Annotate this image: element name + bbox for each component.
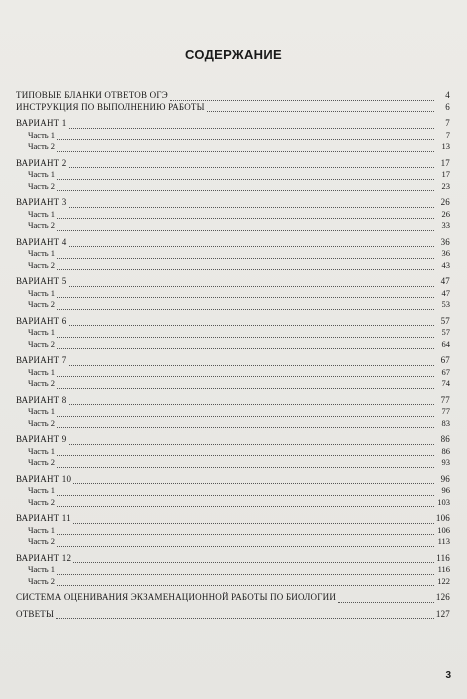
toc-subsection-entry [16,576,450,588]
toc-entry-label: ВАРИАНТ 9 [16,434,67,444]
toc-entry-label: ВАРИАНТ 7 [16,355,67,365]
toc-entry-page: 53 [441,299,450,309]
toc-entry-label: Часть 1 [28,129,56,140]
toc-entry-label: ВАРИАНТ 5 [16,276,67,286]
toc-entry-page: 7 [445,129,450,140]
toc-entry-label: Часть 2 [28,378,56,388]
toc-entry-page: 96 [441,485,450,495]
toc-entry-label: Часть 2 [28,417,56,428]
toc-entry-label: ВАРИАНТ 4 [16,236,67,247]
dot-leader [69,200,435,208]
dot-leader [57,420,434,428]
toc-entry-label: Часть 2 [28,220,56,230]
toc-section-entry [16,197,450,209]
toc-entry-page: 126 [435,592,450,602]
toc-subsection-entry [16,169,450,181]
toc-entry-page: 6 [445,101,450,112]
toc-entry-page: 23 [441,180,450,191]
dot-leader [73,476,434,484]
toc-entry-page: 106 [437,524,450,535]
toc-subsection-entry [16,220,450,232]
toc-subsection-entry [16,299,450,311]
toc-entry-label: ВАРИАНТ 3 [16,197,67,207]
dot-leader [57,381,434,389]
toc-subsection-entry [16,564,450,576]
dot-leader [57,172,434,180]
dot-leader [57,527,434,535]
toc-subsection-entry [16,130,450,142]
dot-leader [69,358,435,366]
page-number: 3 [445,670,451,681]
toc-entry-label: Часть 2 [28,141,56,151]
toc-entry-label: Часть 1 [28,485,56,495]
dot-leader [57,183,434,191]
dot-leader [57,290,434,298]
dot-leader [69,318,435,326]
dot-leader [69,437,435,445]
dot-leader [57,567,434,575]
dot-leader [57,578,434,586]
toc-section-entry [16,237,450,249]
toc-entry-page: 43 [441,259,450,270]
toc-entry-label: Часть 1 [28,406,56,416]
toc-entry-label: ИНСТРУКЦИЯ ПО ВЫПОЛНЕНИЮ РАБОТЫ [16,101,205,112]
toc-entry-page: 57 [441,327,450,337]
toc-subsection-entry [16,367,450,379]
toc-entry-page: 57 [440,315,450,326]
toc-subsection-entry [16,457,450,469]
toc-subsection-entry [16,406,450,418]
toc-subsection-entry [16,209,450,221]
toc-entry-label: Часть 1 [28,327,56,337]
toc-section-entry [16,276,450,288]
toc-entry-label: Часть 2 [28,457,56,467]
toc-entry-label: Часть 2 [28,299,56,309]
toc-entry-page: 67 [440,355,450,365]
toc-entry-page: 77 [440,394,450,405]
toc-entry-page: 116 [437,564,450,574]
toc-entry-page: 74 [441,378,450,388]
toc-entry-page: 103 [437,496,450,507]
dot-leader [69,279,435,287]
toc-entry-label: Часть 2 [28,496,56,507]
toc-entry-page: 13 [441,141,450,151]
toc-entry-page: 106 [435,513,450,523]
dot-leader [57,211,434,219]
toc-entry-page: 26 [441,208,450,219]
toc-entry-page: 26 [440,197,450,207]
toc-subsection-entry [16,339,450,351]
toc-section-entry [16,513,450,525]
dot-leader [69,121,435,129]
dot-leader [170,93,434,101]
toc-entry-label: ВАРИАНТ 1 [16,118,67,128]
toc-section-entry [16,553,450,565]
toc-entry-label: ТИПОВЫЕ БЛАНКИ ОТВЕТОВ ОГЭ [16,90,168,100]
dot-leader [57,144,434,152]
toc-entry-page: 67 [441,366,450,377]
toc-entry-label: Часть 1 [28,208,56,219]
toc-entry-label: Часть 1 [28,524,56,535]
toc-subsection-entry [16,485,450,497]
dot-leader [338,595,434,603]
toc-entry-page: 96 [440,473,450,484]
toc-entry-label: ВАРИАНТ 8 [16,394,67,405]
toc-entry-label: ОТВЕТЫ [16,608,55,619]
toc-section-entry [16,434,450,446]
toc-section-entry [16,355,450,367]
dot-leader [57,448,434,456]
dot-leader [57,262,434,270]
toc-entry-label: Часть 1 [28,445,56,456]
toc-section-entry [16,395,450,407]
toc-subsection-entry [16,497,450,509]
toc-entry-page: 47 [441,287,450,298]
toc-entry-label: СИСТЕМА ОЦЕНИВАНИЯ ЭКЗАМЕНАЦИОННОЙ РАБОТЫ ПО БИОЛОГИИ [16,592,337,602]
toc-subsection-entry [16,260,450,272]
toc-entry-page: 83 [441,417,450,428]
toc-subsection-entry [16,418,450,430]
toc-entry-page: 47 [440,276,450,286]
toc-entry-label: Часть 1 [28,248,56,258]
dot-leader [57,330,434,338]
dot-leader [57,341,434,349]
dot-leader [69,397,435,405]
toc-section-entry [16,609,450,621]
toc-entry-label: Часть 1 [28,287,56,298]
dot-leader [57,223,434,231]
toc-entry-label: ВАРИАНТ 10 [16,473,72,484]
toc-entry-page: 64 [441,338,450,349]
dot-leader [57,132,434,140]
toc-subsection-entry [16,141,450,153]
table-of-contents [16,90,450,620]
toc-entry-label: Часть 2 [28,536,56,546]
dot-leader [56,611,434,619]
toc-entry-page: 86 [440,434,450,444]
toc-entry-page: 122 [437,575,450,586]
toc-entry-label: Часть 2 [28,180,56,191]
toc-entry-label: ВАРИАНТ 12 [16,552,72,563]
dot-leader [57,251,434,259]
dot-leader [69,160,435,168]
toc-subsection-entry [16,288,450,300]
toc-subsection-entry [16,446,450,458]
dot-leader [73,516,434,524]
dot-leader [57,539,434,547]
toc-entry-page: 127 [435,608,450,619]
toc-subsection-entry [16,327,450,339]
dot-leader [69,239,435,247]
toc-entry-label: Часть 1 [28,564,56,574]
toc-entry-label: ВАРИАНТ 11 [16,513,71,523]
dot-leader [57,409,434,417]
toc-section-entry [16,90,450,102]
toc-section-entry [16,592,450,604]
toc-subsection-entry [16,378,450,390]
dot-leader [57,302,434,310]
toc-entry-page: 33 [441,220,450,230]
toc-entry-label: Часть 1 [28,169,56,179]
toc-entry-page: 36 [441,248,450,258]
toc-section-entry [16,316,450,328]
toc-subsection-entry [16,536,450,548]
toc-entry-page: 17 [440,157,450,168]
toc-entry-page: 93 [441,457,450,467]
toc-section-entry [16,102,450,114]
toc-entry-page: 17 [441,169,450,179]
toc-entry-page: 77 [441,406,450,416]
toc-entry-page: 86 [441,445,450,456]
dot-leader [57,488,434,496]
toc-section-entry [16,118,450,130]
toc-section-entry [16,158,450,170]
toc-entry-page: 113 [437,536,450,546]
toc-entry-page: 116 [436,552,450,563]
toc-entry-label: Часть 2 [28,575,56,586]
toc-subsection-entry [16,525,450,537]
toc-entry-page: 7 [445,118,450,128]
toc-entry-label: Часть 2 [28,338,56,349]
toc-entry-label: Часть 2 [28,259,56,270]
toc-section-entry [16,474,450,486]
toc-subsection-entry [16,248,450,260]
toc-entry-label: Часть 1 [28,366,56,377]
toc-entry-page: 36 [440,236,450,247]
toc-entry-label: ВАРИАНТ 6 [16,315,67,326]
toc-subsection-entry [16,181,450,193]
dot-leader [57,369,434,377]
dot-leader [57,460,434,468]
page-title: СОДЕРЖАНИЕ [185,47,282,62]
dot-leader [73,555,434,563]
dot-leader [207,104,434,112]
dot-leader [57,499,434,507]
toc-entry-page: 4 [445,90,450,100]
toc-entry-label: ВАРИАНТ 2 [16,157,67,168]
